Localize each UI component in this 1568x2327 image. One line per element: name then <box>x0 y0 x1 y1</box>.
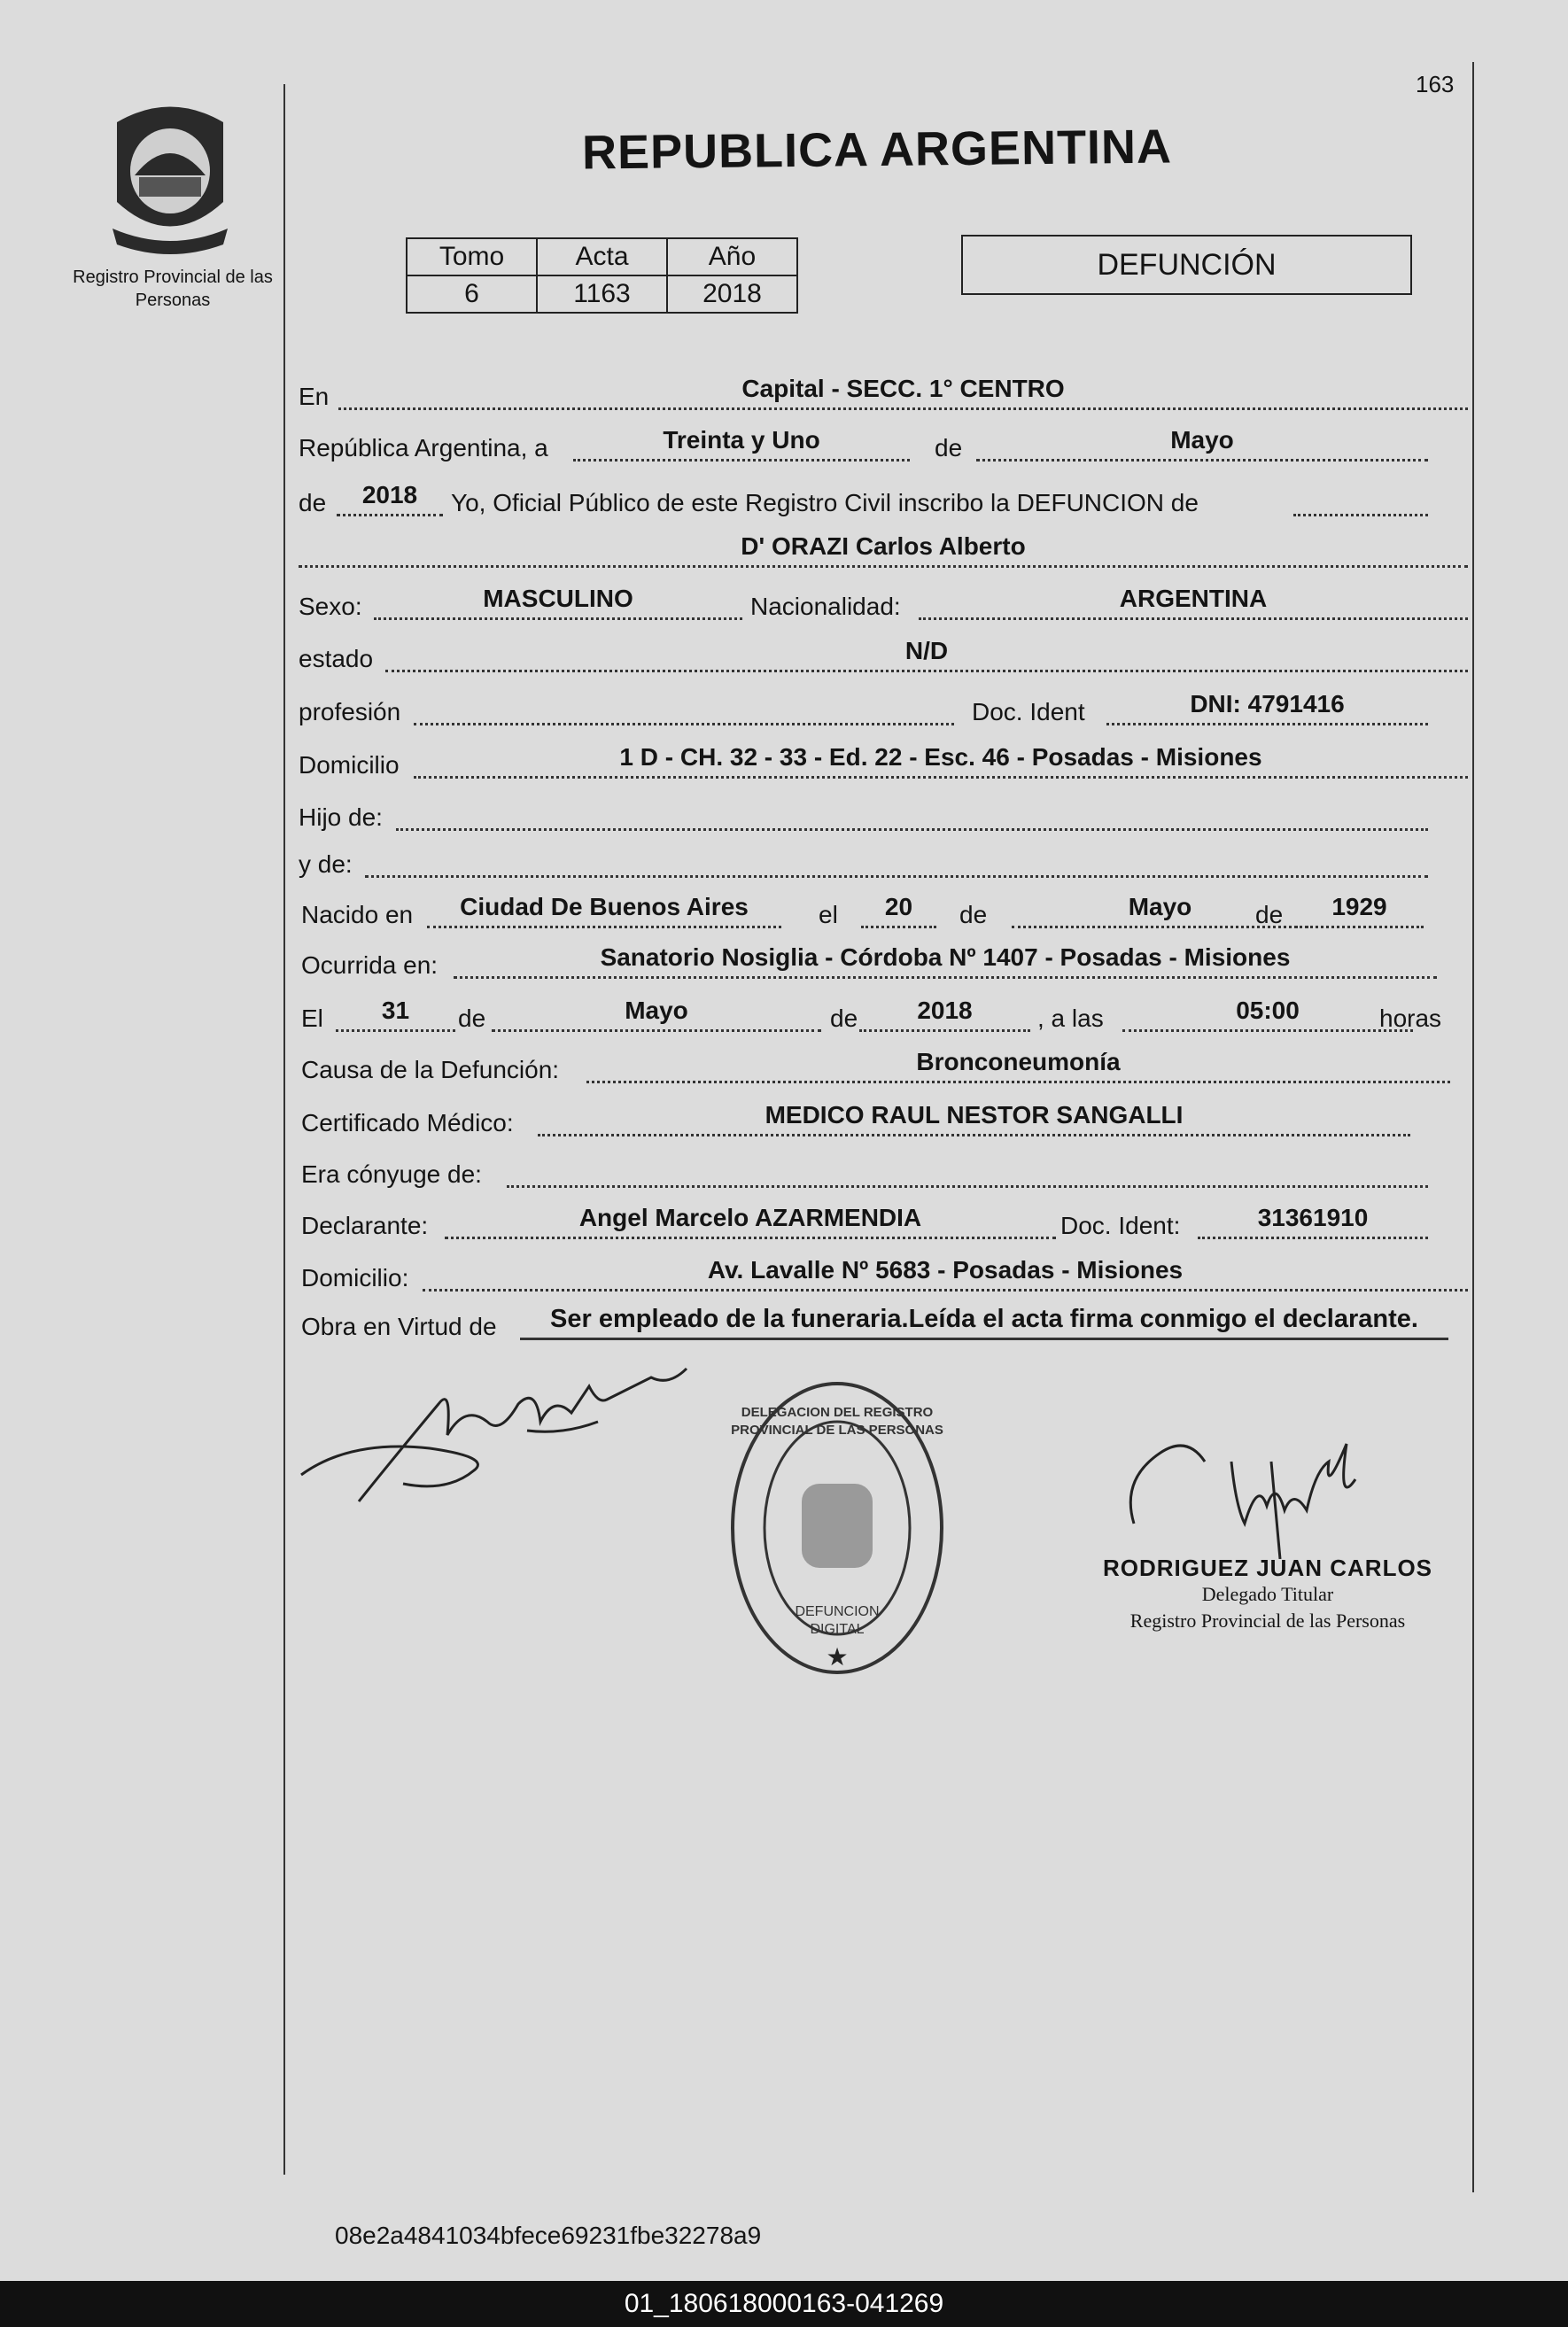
province-emblem-icon <box>99 96 241 255</box>
registry-header: Año <box>667 238 797 275</box>
field-address: 1 D - CH. 32 - 33 - Ed. 22 - Esc. 46 - Posadas - Misiones <box>414 741 1468 779</box>
registry-value: 2018 <box>667 275 797 313</box>
field-declarant-address: Av. Lavalle Nº 5683 - Posadas - Misiones <box>423 1253 1468 1291</box>
label-ocurrida-en: Ocurrida en: <box>301 951 439 979</box>
field-month: Mayo <box>976 423 1428 462</box>
page-number: 163 <box>1416 71 1455 97</box>
field-reason: Ser empleado de la funeraria.Leída el acta firma conmigo el declarante. <box>520 1302 1448 1340</box>
label-el: el <box>819 901 838 928</box>
field-spouse <box>507 1150 1428 1188</box>
row-reason <box>299 1302 1468 1346</box>
label-a-las: , a las <box>1037 1004 1104 1032</box>
row-death-date <box>299 994 1468 1038</box>
field-civil-status: N/D <box>385 634 1468 672</box>
official-signature <box>1116 1426 1409 1563</box>
row-birth <box>299 890 1468 935</box>
label-conyuge: Era cónyuge de: <box>301 1160 482 1188</box>
label-sexo: Sexo: <box>299 593 362 620</box>
label-republica: República Argentina, a <box>299 434 548 462</box>
field-nationality: ARGENTINA <box>919 582 1468 620</box>
registry-value: 6 <box>407 275 537 313</box>
label-de: de <box>458 1004 486 1032</box>
seal-ring-text: DELEGACION DEL REGISTRO PROVINCIAL DE LAS PERSONAS <box>731 1405 943 1438</box>
field-birth-day: 20 <box>861 890 936 928</box>
field-death-place: Sanatorio Nosiglia - Córdoba Nº 1407 - Posadas - Misiones <box>454 941 1437 979</box>
row-sex <box>299 582 1468 626</box>
registry-value-row <box>407 275 797 313</box>
province-logo <box>99 96 241 260</box>
label-de: de <box>1255 901 1284 928</box>
label-horas: horas <box>1379 1004 1442 1032</box>
label-de: de <box>959 901 988 928</box>
row-parent1 <box>299 793 1468 837</box>
row-civil-status <box>299 634 1468 679</box>
field-declarant-doc: 31361910 <box>1198 1201 1428 1239</box>
label-doc-ident: Doc. Ident: <box>1060 1212 1181 1239</box>
registry-value: 1163 <box>537 275 667 313</box>
label-profesion: profesión <box>299 698 401 725</box>
row-declarant <box>299 1201 1468 1245</box>
label-yo-oficial: Yo, Oficial Público de este Registro Civil inscribo la DEFUNCION de <box>451 489 1199 516</box>
field-declarant: Angel Marcelo AZARMENDIA <box>445 1201 1056 1239</box>
registry-table <box>406 237 798 314</box>
row-certificate <box>299 1098 1468 1143</box>
field-birth-year: 1929 <box>1295 890 1424 928</box>
label-domicilio: Domicilio: <box>301 1264 409 1291</box>
field-death-day: 31 <box>336 994 455 1032</box>
label-de: de <box>935 434 963 462</box>
official-name: RODRIGUEZ JUAN CARLOS <box>1103 1555 1433 1581</box>
label-nacido-en: Nacido en <box>301 901 414 928</box>
row-declarant-address <box>299 1253 1468 1298</box>
official-role: Delegado Titular <box>1201 1583 1334 1605</box>
registry-header-row <box>407 238 797 275</box>
row-cause <box>299 1045 1468 1090</box>
label-en: En <box>299 383 330 410</box>
row-death-place <box>299 941 1468 985</box>
file-id-bar: 01_180618000163-041269 <box>0 2281 1568 2327</box>
label-declarante: Declarante: <box>301 1212 429 1239</box>
signature-icon <box>1116 1426 1409 1559</box>
field-cause: Bronconeumonía <box>586 1045 1450 1083</box>
label-y-de: y de: <box>299 850 353 878</box>
field-parent1 <box>396 793 1428 831</box>
registry-header: Acta <box>537 238 667 275</box>
document-hash: 08e2a4841034bfece69231fbe32278a9 <box>335 2222 762 2249</box>
field-year: 2018 <box>337 478 443 516</box>
field-blank <box>1293 478 1428 516</box>
field-doc-ident: DNI: 4791416 <box>1106 687 1428 725</box>
row-parent2 <box>299 840 1468 884</box>
row-spouse <box>299 1150 1468 1194</box>
logo-caption: Registro Provincial de las Personas <box>73 268 273 310</box>
label-certificado: Certificado Médico: <box>301 1109 514 1136</box>
label-doc-ident: Doc. Ident <box>972 698 1085 725</box>
label-domicilio: Domicilio <box>299 751 400 779</box>
page-title: REPUBLICA ARGENTINA <box>581 120 1173 180</box>
row-place <box>299 372 1468 416</box>
signature-icon <box>297 1351 713 1510</box>
label-de: de <box>299 489 327 516</box>
declarant-signature <box>297 1351 713 1515</box>
row-address <box>299 741 1468 785</box>
field-birth-month: Mayo <box>1012 890 1308 928</box>
label-estado: estado <box>299 645 374 672</box>
label-el: El <box>301 1004 323 1032</box>
official-office: Registro Provincial de las Personas <box>1129 1610 1406 1632</box>
field-place: Capital - SECC. 1° CENTRO <box>338 372 1468 410</box>
label-de: de <box>830 1004 858 1032</box>
svg-text:★: ★ <box>826 1642 849 1672</box>
field-death-year: 2018 <box>859 994 1030 1032</box>
field-certificate: MEDICO RAUL NESTOR SANGALLI <box>538 1098 1410 1136</box>
row-year <box>299 478 1468 523</box>
document-type-box: DEFUNCIÓN <box>961 235 1412 295</box>
field-birth-place: Ciudad De Buenos Aires <box>427 890 781 928</box>
seal-inner-text: DEFUNCION DIGITAL <box>795 1604 880 1637</box>
label-hijo-de: Hijo de: <box>299 803 383 831</box>
row-profession <box>299 687 1468 732</box>
field-sex: MASCULINO <box>374 582 742 620</box>
field-death-time: 05:00 <box>1122 994 1413 1032</box>
label-causa: Causa de la Defunción: <box>301 1056 560 1083</box>
right-margin-line <box>1472 62 1474 2192</box>
label-nacionalidad: Nacionalidad: <box>750 593 901 620</box>
row-name <box>299 530 1468 574</box>
registry-header: Tomo <box>407 238 537 275</box>
field-death-month: Mayo <box>492 994 821 1032</box>
label-obra-en-virtud: Obra en Virtud de <box>301 1313 497 1340</box>
left-margin-line <box>283 84 285 2175</box>
field-day-words: Treinta y Uno <box>573 423 910 462</box>
field-profession <box>414 687 954 725</box>
field-parent2 <box>365 840 1428 878</box>
official-stamp <box>1103 1555 1432 1634</box>
row-date <box>299 423 1468 468</box>
field-deceased-name: D' ORAZI Carlos Alberto <box>299 530 1468 568</box>
